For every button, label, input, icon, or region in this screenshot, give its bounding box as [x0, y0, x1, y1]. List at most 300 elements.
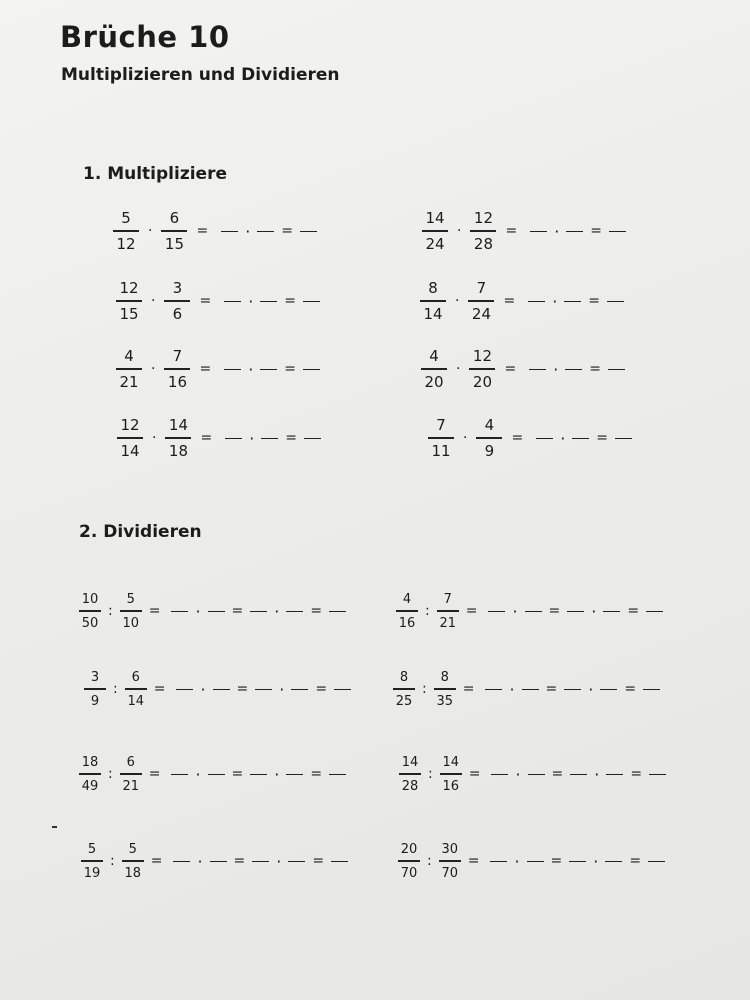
denominator: 16	[442, 778, 459, 794]
mul-sign: ·	[245, 221, 251, 241]
fraction-bar	[117, 437, 143, 439]
equals-sign: =	[196, 223, 209, 240]
answer-blank[interactable]	[257, 231, 274, 233]
divide-exercise	[396, 593, 667, 630]
denominator: 70	[400, 865, 418, 881]
answer-blank[interactable]	[208, 611, 225, 613]
numerator: 14	[442, 755, 459, 770]
answer-blanks[interactable]	[484, 602, 667, 621]
multiply-exercise	[116, 349, 324, 390]
fraction-a	[117, 418, 143, 459]
fraction-bar	[84, 688, 106, 690]
denominator: 6	[172, 304, 183, 323]
fraction-bar	[396, 610, 418, 612]
fraction-bar	[120, 610, 142, 612]
answer-blanks[interactable]	[532, 429, 636, 448]
answer-blank[interactable]	[564, 301, 581, 303]
mul-sign: ·	[463, 430, 468, 447]
numerator: 4	[402, 592, 412, 607]
fraction-a	[399, 756, 421, 793]
numerator: 6	[126, 755, 135, 770]
fraction-bar	[125, 688, 147, 690]
fraction-a	[398, 843, 420, 880]
answer-blank[interactable]	[522, 689, 539, 691]
worksheet-subtitle: Multiplizieren und Dividieren	[61, 65, 340, 85]
denominator: 11	[431, 441, 451, 460]
equals-sign: =	[467, 853, 480, 870]
mul-sign: ·	[591, 601, 597, 621]
answer-blank[interactable]	[260, 369, 277, 371]
numerator: 18	[81, 755, 99, 770]
answer-blank[interactable]	[646, 611, 663, 613]
fraction-b	[164, 349, 190, 390]
answer-blank[interactable]	[605, 861, 622, 863]
answer-blank[interactable]	[572, 438, 589, 440]
answer-blank[interactable]	[569, 861, 586, 863]
fraction-b	[125, 671, 147, 708]
numerator: 14	[425, 209, 445, 227]
fraction-a	[420, 281, 446, 322]
answer-blank[interactable]	[608, 369, 625, 371]
fraction-bar	[437, 610, 459, 612]
equals-sign: =	[504, 361, 517, 378]
answer-blank[interactable]	[565, 369, 582, 371]
fraction-bar	[440, 773, 462, 775]
answer-blank[interactable]	[213, 689, 230, 691]
mul-sign: ·	[195, 764, 201, 784]
fraction-bar	[116, 368, 142, 370]
equals-sign: =	[231, 766, 244, 783]
answer-blank[interactable]	[303, 301, 320, 303]
answer-blanks[interactable]	[487, 765, 670, 784]
fraction-bar	[470, 230, 496, 232]
mul-sign: ·	[457, 223, 462, 240]
answer-blank[interactable]	[648, 861, 665, 863]
fraction-bar	[81, 860, 103, 862]
equals-sign: =	[624, 681, 637, 698]
section-heading-divide: 2. Dividieren	[79, 522, 202, 542]
mul-sign: ·	[279, 679, 285, 699]
multiply-exercise	[116, 281, 324, 322]
equals-sign: =	[148, 766, 161, 783]
answer-blank[interactable]	[530, 231, 547, 233]
fraction-a	[116, 349, 142, 390]
div-sign: :	[110, 853, 115, 870]
mul-sign: ·	[515, 764, 521, 784]
equals-sign: =	[627, 603, 640, 620]
equals-sign: =	[590, 223, 603, 240]
answer-blank[interactable]	[525, 611, 542, 613]
div-sign: :	[108, 603, 113, 620]
denominator: 50	[81, 615, 99, 631]
answer-blank[interactable]	[643, 689, 660, 691]
equals-sign: =	[310, 603, 323, 620]
numerator: 5	[128, 842, 137, 857]
answer-blanks[interactable]	[167, 765, 350, 784]
answer-blank[interactable]	[536, 438, 553, 440]
fraction-a	[113, 211, 139, 252]
fraction-b	[120, 593, 142, 630]
fraction-bar	[421, 368, 447, 370]
answer-blank[interactable]	[208, 774, 225, 776]
denominator: 9	[90, 693, 100, 709]
answer-blank[interactable]	[252, 861, 269, 863]
answer-blank[interactable]	[224, 301, 241, 303]
fraction-a	[421, 349, 447, 390]
equals-sign: =	[511, 430, 524, 447]
mul-sign: ·	[552, 291, 558, 311]
answer-blank[interactable]	[528, 301, 545, 303]
mul-sign: ·	[456, 361, 461, 378]
fraction-bar	[469, 368, 495, 370]
numerator: 4	[484, 416, 495, 434]
numerator: 7	[476, 279, 487, 297]
div-sign: :	[427, 853, 432, 870]
numerator: 30	[441, 842, 458, 857]
answer-blanks[interactable]	[526, 222, 630, 241]
fraction-bar	[434, 688, 456, 690]
answer-blank[interactable]	[286, 611, 303, 613]
numerator: 8	[428, 279, 438, 297]
mul-sign: ·	[151, 293, 156, 310]
mul-sign: ·	[200, 679, 206, 699]
fraction-b	[120, 756, 142, 793]
answer-blank[interactable]	[171, 774, 188, 776]
fraction-a	[116, 281, 142, 322]
answer-blank[interactable]	[485, 689, 502, 691]
div-sign: :	[422, 681, 427, 698]
fraction-bar	[468, 300, 494, 302]
answer-blank[interactable]	[288, 861, 305, 863]
numerator: 6	[169, 209, 180, 227]
mul-sign: ·	[248, 359, 254, 379]
fraction-bar	[428, 437, 454, 439]
answer-blank[interactable]	[331, 861, 348, 863]
answer-blanks[interactable]	[217, 222, 321, 241]
numerator: 12	[120, 416, 140, 434]
answer-blank[interactable]	[609, 231, 626, 233]
mul-sign: ·	[148, 223, 153, 240]
answer-blank[interactable]	[221, 231, 238, 233]
fraction-b	[122, 843, 144, 880]
answer-blank[interactable]	[261, 438, 278, 440]
divide-exercise	[79, 756, 350, 793]
equals-sign: =	[548, 603, 561, 620]
answer-blank[interactable]	[286, 774, 303, 776]
equals-sign: =	[465, 603, 478, 620]
answer-blank[interactable]	[566, 231, 583, 233]
answer-blank[interactable]	[603, 611, 620, 613]
numerator: 5	[87, 842, 97, 857]
numerator: 20	[400, 842, 418, 857]
equals-sign: =	[231, 603, 244, 620]
equals-sign: =	[629, 853, 642, 870]
answer-blank[interactable]	[527, 861, 544, 863]
numerator: 7	[172, 347, 183, 365]
numerator: 8	[440, 670, 449, 685]
multiply-exercise	[117, 418, 325, 459]
div-sign: :	[108, 766, 113, 783]
numerator: 12	[472, 347, 492, 365]
fraction-bar	[164, 300, 190, 302]
mul-sign: ·	[274, 601, 280, 621]
div-sign: :	[425, 603, 430, 620]
numerator: 12	[119, 279, 139, 297]
denominator: 14	[127, 693, 144, 709]
divide-exercise	[393, 671, 664, 708]
answer-blanks[interactable]	[169, 852, 352, 871]
fraction-b	[434, 671, 456, 708]
denominator: 21	[119, 372, 139, 391]
numerator: 7	[443, 592, 452, 607]
numerator: 8	[399, 670, 409, 685]
equals-sign: =	[315, 681, 328, 698]
answer-blank[interactable]	[567, 611, 584, 613]
fraction-bar	[399, 773, 421, 775]
fraction-a	[84, 671, 106, 708]
numerator: 5	[121, 209, 131, 227]
answer-blank[interactable]	[570, 774, 587, 776]
fraction-a	[428, 418, 454, 459]
equals-sign: =	[281, 223, 294, 240]
answer-blank[interactable]	[250, 774, 267, 776]
answer-blank[interactable]	[176, 689, 193, 691]
fraction-b	[440, 756, 462, 793]
fraction-b	[161, 211, 187, 252]
numerator: 10	[81, 592, 99, 607]
answer-blank[interactable]	[649, 774, 666, 776]
denominator: 19	[83, 865, 101, 881]
mul-sign: ·	[197, 851, 203, 871]
divide-exercise	[84, 671, 355, 708]
answer-blank[interactable]	[303, 369, 320, 371]
answer-blank[interactable]	[173, 861, 190, 863]
fraction-b	[439, 843, 461, 880]
equals-sign: =	[312, 853, 325, 870]
mul-sign: ·	[276, 851, 282, 871]
answer-blank[interactable]	[334, 689, 351, 691]
fraction-b	[437, 593, 459, 630]
numerator: 4	[124, 347, 134, 365]
numerator: 12	[473, 209, 493, 227]
fraction-a	[422, 211, 448, 252]
fraction-b	[476, 418, 502, 459]
numerator: 4	[429, 347, 439, 365]
answer-blanks[interactable]	[220, 360, 324, 379]
fraction-a	[79, 756, 101, 793]
fraction-b	[165, 418, 191, 459]
answer-blanks[interactable]	[221, 429, 325, 448]
numerator: 14	[168, 416, 188, 434]
multiply-exercise	[428, 418, 636, 459]
div-sign: :	[428, 766, 433, 783]
answer-blank[interactable]	[564, 689, 581, 691]
answer-blank[interactable]	[260, 301, 277, 303]
denominator: 16	[167, 372, 187, 391]
fraction-bar	[120, 773, 142, 775]
equals-sign: =	[630, 766, 643, 783]
equals-sign: =	[550, 853, 563, 870]
mul-sign: ·	[274, 764, 280, 784]
answer-blanks[interactable]	[167, 602, 350, 621]
fraction-a	[393, 671, 415, 708]
mul-sign: ·	[594, 764, 600, 784]
equals-sign: =	[284, 293, 297, 310]
divide-exercise	[81, 843, 352, 880]
denominator: 15	[119, 304, 139, 323]
answer-blanks[interactable]	[481, 680, 664, 699]
fraction-bar	[476, 437, 502, 439]
numerator: 7	[436, 416, 446, 434]
denominator: 21	[439, 615, 456, 631]
fraction-a	[396, 593, 418, 630]
mul-sign: ·	[152, 430, 157, 447]
divide-exercise	[79, 593, 350, 630]
mul-sign: ·	[249, 428, 255, 448]
equals-sign: =	[153, 681, 166, 698]
answer-blank[interactable]	[329, 611, 346, 613]
multiply-exercise	[422, 211, 630, 252]
equals-sign: =	[462, 681, 475, 698]
denominator: 28	[473, 234, 493, 253]
fraction-bar	[116, 300, 142, 302]
fraction-bar	[439, 860, 461, 862]
fraction-b	[468, 281, 494, 322]
section-heading-multiply: 1. Multipliziere	[83, 164, 227, 184]
denominator: 9	[484, 441, 495, 460]
denominator: 35	[436, 693, 453, 709]
equals-sign: =	[588, 293, 601, 310]
fraction-b	[164, 281, 190, 322]
equals-sign: =	[200, 430, 213, 447]
equals-sign: =	[284, 361, 297, 378]
equals-sign: =	[199, 361, 212, 378]
answer-blank[interactable]	[225, 438, 242, 440]
mul-sign: ·	[514, 851, 520, 871]
divide-exercise	[398, 843, 669, 880]
multiply-exercise	[421, 349, 629, 390]
divide-exercise	[399, 756, 670, 793]
answer-blank[interactable]	[224, 369, 241, 371]
answer-blanks[interactable]	[486, 852, 669, 871]
answer-blanks[interactable]	[525, 360, 629, 379]
mul-sign: ·	[593, 851, 599, 871]
denominator: 16	[398, 615, 416, 631]
denominator: 14	[423, 304, 443, 323]
mul-sign: ·	[195, 601, 201, 621]
equals-sign: =	[148, 603, 161, 620]
fraction-a	[81, 843, 103, 880]
denominator: 18	[168, 441, 188, 460]
fraction-bar	[420, 300, 446, 302]
denominator: 21	[122, 778, 139, 794]
answer-blank[interactable]	[250, 611, 267, 613]
denominator: 14	[120, 441, 140, 460]
answer-blank[interactable]	[606, 774, 623, 776]
answer-blank[interactable]	[329, 774, 346, 776]
denominator: 28	[401, 778, 419, 794]
equals-sign: =	[310, 766, 323, 783]
denominator: 20	[472, 372, 492, 391]
worksheet-title: Brüche 10	[60, 20, 230, 54]
answer-blank[interactable]	[528, 774, 545, 776]
fraction-bar	[161, 230, 187, 232]
denominator: 24	[425, 234, 445, 253]
numerator: 3	[172, 279, 183, 297]
fraction-bar	[165, 437, 191, 439]
mul-sign: ·	[554, 221, 560, 241]
equals-sign: =	[468, 766, 481, 783]
mul-sign: ·	[248, 291, 254, 311]
denominator: 25	[395, 693, 413, 709]
answer-blank[interactable]	[291, 689, 308, 691]
answer-blank[interactable]	[491, 774, 508, 776]
mul-sign: ·	[588, 679, 594, 699]
mul-sign: ·	[455, 293, 460, 310]
answer-blank[interactable]	[300, 231, 317, 233]
equals-sign: =	[503, 293, 516, 310]
mul-sign: ·	[560, 428, 566, 448]
answer-blanks[interactable]	[524, 292, 628, 311]
pencil-mark	[52, 826, 57, 828]
answer-blanks[interactable]	[220, 292, 324, 311]
answer-blank[interactable]	[304, 438, 321, 440]
answer-blank[interactable]	[615, 438, 632, 440]
numerator: 3	[90, 670, 100, 685]
answer-blank[interactable]	[210, 861, 227, 863]
fraction-bar	[393, 688, 415, 690]
answer-blank[interactable]	[171, 611, 188, 613]
answer-blank[interactable]	[607, 301, 624, 303]
fraction-bar	[164, 368, 190, 370]
equals-sign: =	[596, 430, 609, 447]
fraction-bar	[79, 773, 101, 775]
equals-sign: =	[285, 430, 298, 447]
answer-blank[interactable]	[490, 861, 507, 863]
mul-sign: ·	[151, 361, 156, 378]
answer-blanks[interactable]	[172, 680, 355, 699]
equals-sign: =	[233, 853, 246, 870]
div-sign: :	[113, 681, 118, 698]
equals-sign: =	[236, 681, 249, 698]
mul-sign: ·	[553, 359, 559, 379]
denominator: 12	[116, 234, 136, 253]
denominator: 70	[441, 865, 458, 881]
answer-blank[interactable]	[255, 689, 272, 691]
equals-sign: =	[551, 766, 564, 783]
equals-sign: =	[199, 293, 212, 310]
numerator: 6	[131, 670, 140, 685]
fraction-bar	[113, 230, 139, 232]
answer-blank[interactable]	[529, 369, 546, 371]
equals-sign: =	[589, 361, 602, 378]
fraction-bar	[398, 860, 420, 862]
fraction-bar	[122, 860, 144, 862]
fraction-a	[79, 593, 101, 630]
denominator: 49	[81, 778, 99, 794]
equals-sign: =	[545, 681, 558, 698]
fraction-b	[470, 211, 496, 252]
denominator: 15	[164, 234, 184, 253]
fraction-b	[469, 349, 495, 390]
fraction-bar	[79, 610, 101, 612]
mul-sign: ·	[512, 601, 518, 621]
answer-blank[interactable]	[488, 611, 505, 613]
equals-sign: =	[150, 853, 163, 870]
numerator: 5	[126, 592, 135, 607]
answer-blank[interactable]	[600, 689, 617, 691]
denominator: 24	[471, 304, 491, 323]
